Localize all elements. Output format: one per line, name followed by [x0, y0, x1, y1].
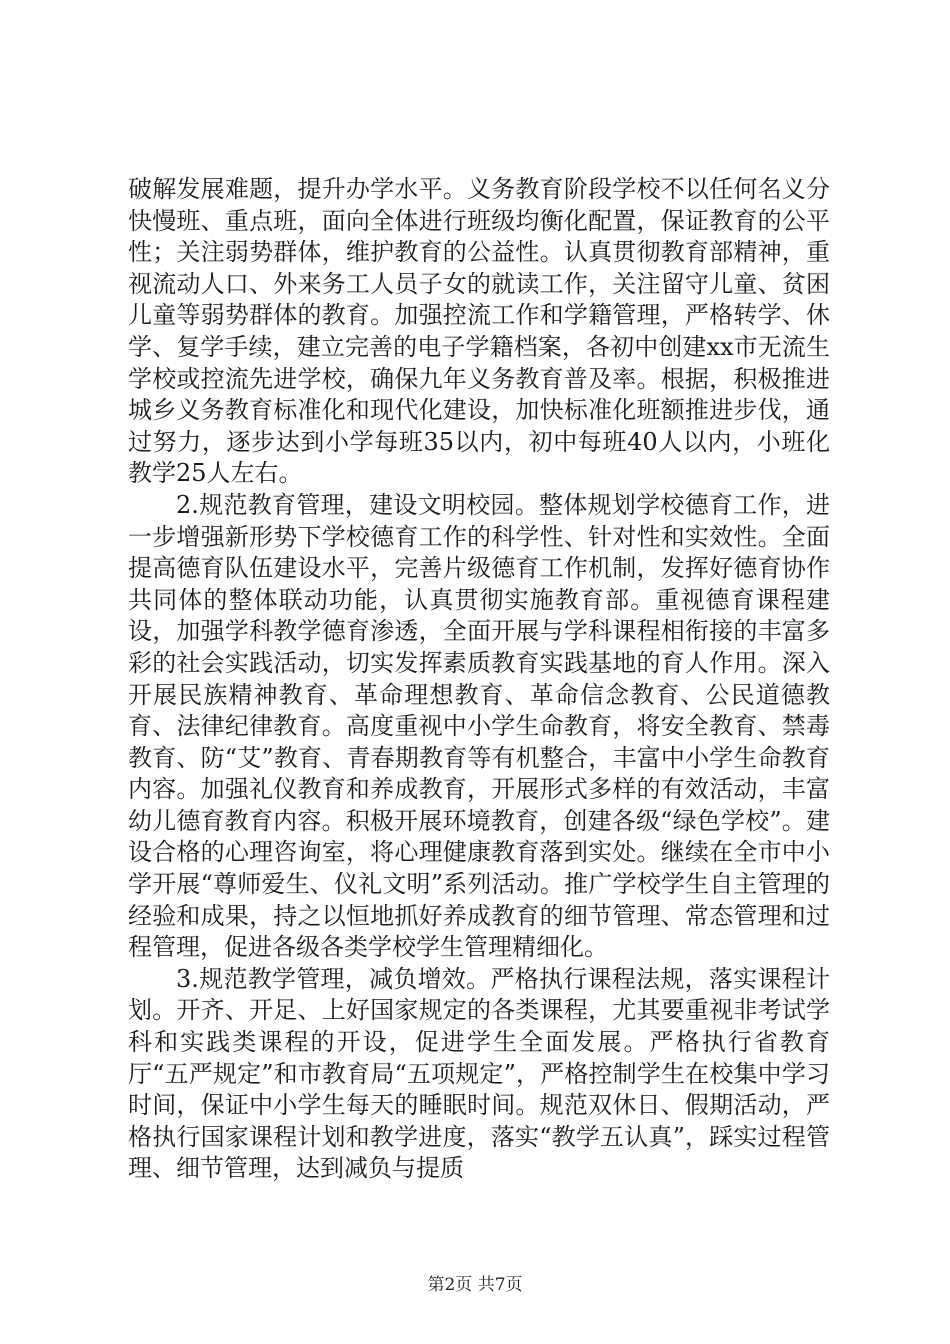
page-footer: 第2页 共7页 [427, 1275, 523, 1295]
paragraph-continuation: 破解发展难题，提升办学水平。义务教育阶段学校不以任何名义分快慢班、重点班，面向全体进行班级均衡化配置，保证教育的公平性；关注弱势群体，维护教育的公益性。认真贯彻教育部精神，重视流动人口、外来务工人员子女的就读工作，关注留守儿童、贫困儿童等弱势群体的教育。加强控流工作和学籍管理，严格转学、休学、复学手续，建立完善的电子学籍档案，各初中创建xx市无流生学校或控流先进学校，确保九年义务教育普及率。根据，积极推进城乡义务教育标准化和现代化建设，加快标准化班额推进步伐，通过努力，逐步达到小学每班35以内，初中每班40人以内，小班化教学25人左右。 [128, 175, 830, 488]
document-body [128, 174, 830, 1185]
paragraph-teaching-management: 3.规范教学管理，减负增效。严格执行课程法规，落实课程计划。开齐、开足、上好国家规定的各类课程，尤其要重视非考试学科和实践类课程的开设，促进学生全面发展。严格执行省教育厅“五严规定”和市教育局“五项规定”，严格控制学生在校集中学习时间，保证中小学生每天的睡眠时间。规范双休日、假期活动，严格执行国家课程计划和教学进度，落实“教学五认真”，踩实过程管理、细节管理，达到减负与提质 [128, 964, 830, 1183]
paragraph-moral-education: 2.规范教育管理，建设文明校园。整体规划学校德育工作，进一步增强新形势下学校德育工作的科学性、针对性和实效性。全面提高德育队伍建设水平，完善片级德育工作机制，发挥好德育协作共同体的整体联动功能，认真贯彻实施教育部。重视德育课程建设，加强学科教学德育渗透，全面开展与学科课程相衔接的丰富多彩的社会实践活动，切实发挥素质教育实践基地的育人作用。深入开展民族精神教育、革命理想教育、革命信念教育、公民道德教育、法律纪律教育。高度重视中小学生命教育，将安全教育、禁毒教育、防“艾”教育、青春期教育等有机整合，丰富中小学生命教育内容。加强礼仪教育和养成教育，开展形式多样的有效活动，丰富幼儿德育教育内容。积极开展环境教育，创建各级“绿色学校”。建设合格的心理咨询室，将心理健康教育落到实处。继续在全市中小学开展“尊师爱生、仪礼文明”系列活动。推广学校学生自主管理的经验和成果，持之以恒地抓好养成教育的细节管理、常态管理和过程管理，促进各级各类学校学生管理精细化。 [128, 490, 830, 962]
